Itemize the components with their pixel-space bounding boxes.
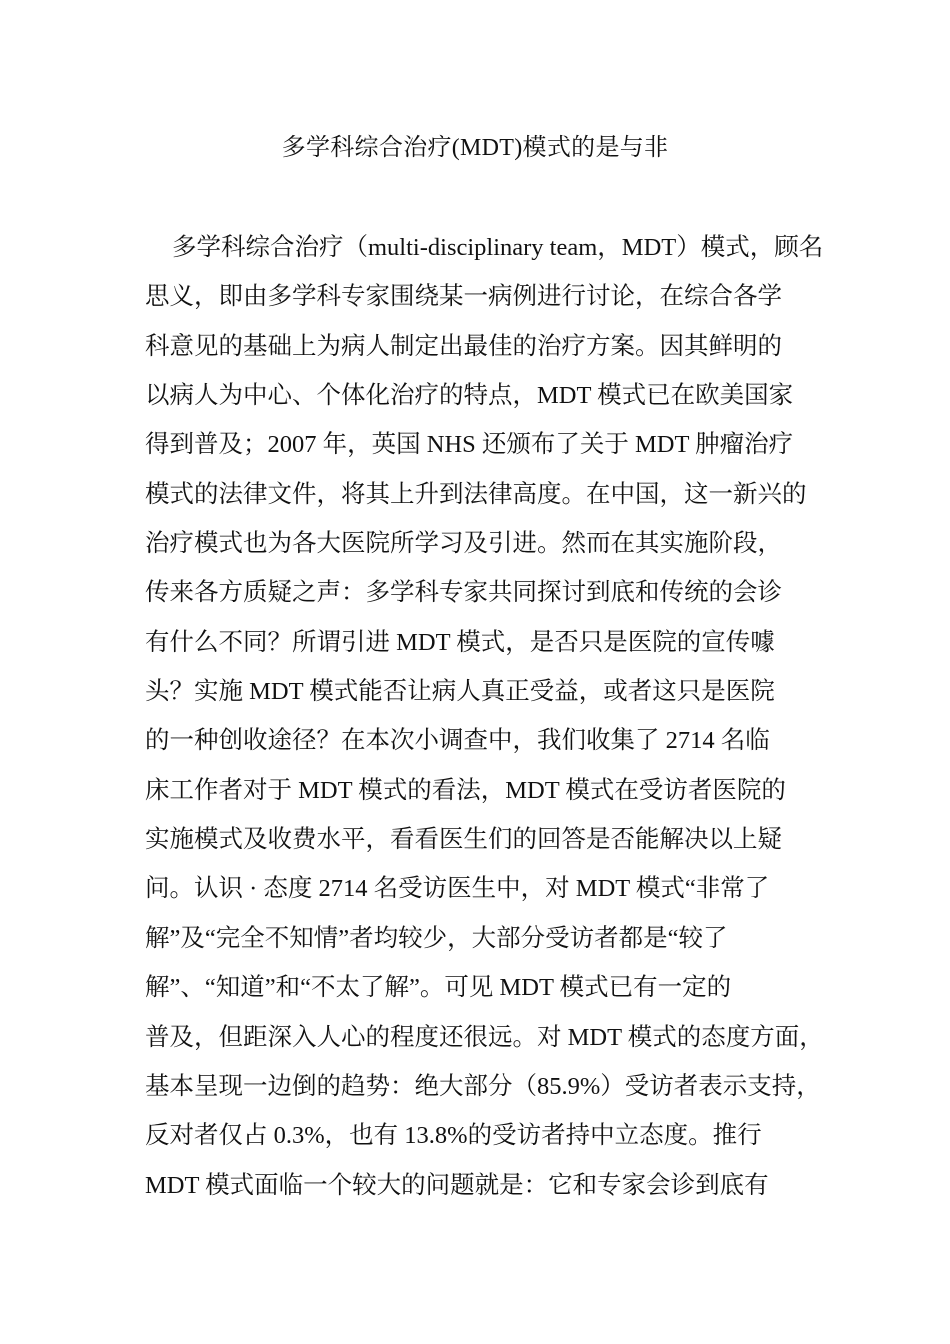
body-line: 问。认识 · 态度 2714 名受访医生中，对 MDT 模式“非常了 [145,875,770,903]
body-line: 治疗模式也为各大医院所学习及引进。然而在其实施阶段， [145,530,782,558]
body-line: 传来各方质疑之声：多学科专家共同探讨到底和传统的会诊 [145,579,782,607]
body-line: 思义，即由多学科专家围绕某一病例进行讨论，在综合各学 [145,283,782,311]
body-line: 解”、“知道”和“不太了解”。可见 MDT 模式已有一定的 [145,974,732,1002]
body-line: 有什么不同？所谓引进 MDT 模式，是否只是医院的宣传噱 [145,628,775,656]
body-line: 反对者仅占 0.3%，也有 13.8%的受访者持中立态度。推行 [145,1122,762,1150]
body-line: 床工作者对于 MDT 模式的看法，MDT 模式在受访者医院的 [145,776,786,804]
body-line: 实施模式及收费水平，看看医生们的回答是否能解决以上疑 [145,826,782,854]
body-line: 基本呈现一边倒的趋势：绝大部分（85.9%）受访者表示支持， [145,1072,821,1100]
body-line: 普及，但距深入人心的程度还很远。对 MDT 模式的态度方面， [145,1023,824,1051]
body-line: 以病人为中心、个体化治疗的特点，MDT 模式已在欧美国家 [145,382,794,410]
body-line: 得到普及；2007 年，英国 NHS 还颁布了关于 MDT 肿瘤治疗 [145,431,794,459]
body-line: 的一种创收途径？在本次小调查中，我们收集了 2714 名临 [145,727,770,755]
body-line: 科意见的基础上为病人制定出最佳的治疗方案。因其鲜明的 [145,332,782,360]
document-body [145,230,825,1217]
body-line: 解”及“完全不知情”者均较少，大部分受访者都是“较了 [145,924,728,952]
body-line: 头？实施 MDT 模式能否让病人真正受益，或者这只是医院 [145,678,775,706]
body-line: 模式的法律文件，将其上升到法律高度。在中国，这一新兴的 [145,480,807,508]
body-line: 多学科综合治疗（multi-disciplinary team，MDT）模式，顾名 [172,234,824,261]
document-title: 多学科综合治疗(MDT)模式的是与非 [281,135,669,161]
body-line: MDT 模式面临一个较大的问题就是：它和专家会诊到底有 [145,1171,769,1199]
